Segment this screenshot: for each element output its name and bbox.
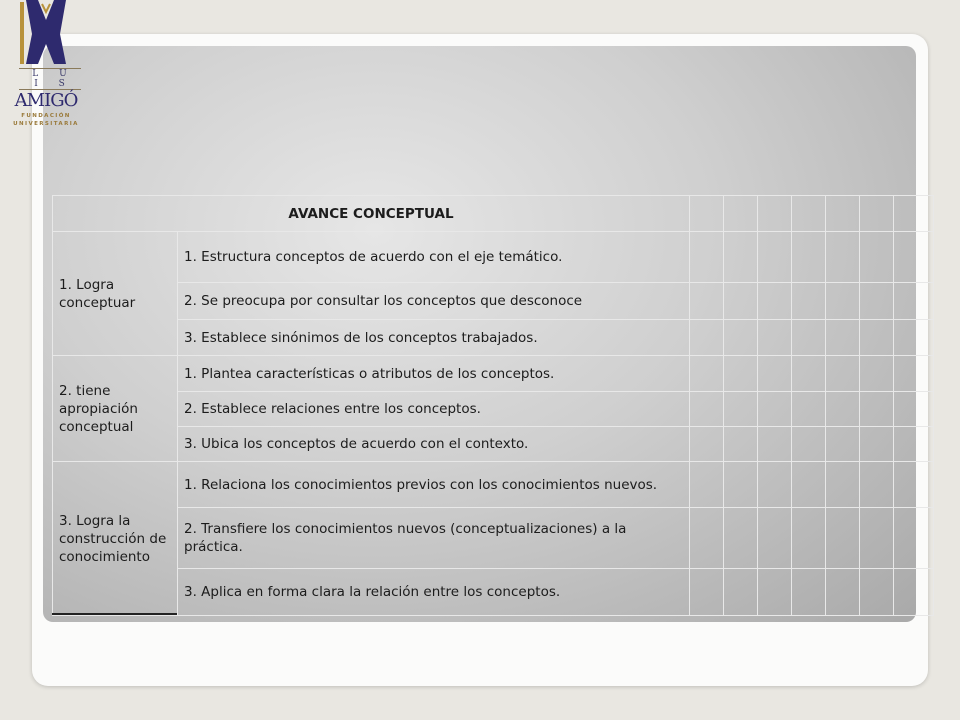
- table-row: [53, 356, 934, 392]
- check-cell[interactable]: [724, 569, 758, 616]
- check-cell[interactable]: [758, 569, 792, 616]
- table-row: [53, 320, 934, 356]
- check-cell[interactable]: [724, 320, 758, 356]
- check-cell[interactable]: [792, 283, 826, 320]
- check-cell[interactable]: [826, 283, 860, 320]
- check-cell[interactable]: [860, 196, 894, 232]
- check-cell[interactable]: [690, 356, 724, 392]
- check-cell[interactable]: [894, 283, 934, 320]
- check-cell[interactable]: [826, 392, 860, 427]
- check-cell[interactable]: [894, 427, 934, 462]
- check-cell[interactable]: [724, 356, 758, 392]
- check-cell[interactable]: [894, 569, 934, 616]
- logo-text-fundacion: FUNDACIÓN: [21, 113, 71, 119]
- check-cell[interactable]: [758, 283, 792, 320]
- table-header: AVANCE CONCEPTUAL: [53, 196, 690, 232]
- check-cell[interactable]: [758, 508, 792, 569]
- check-cell[interactable]: [690, 392, 724, 427]
- check-cell[interactable]: [826, 569, 860, 616]
- check-cell[interactable]: [860, 283, 894, 320]
- check-cell[interactable]: [690, 508, 724, 569]
- table-row: [53, 462, 934, 508]
- header-row: [53, 196, 934, 232]
- check-cell[interactable]: [724, 232, 758, 283]
- check-cell[interactable]: [690, 196, 724, 232]
- criterion-text: 3. Aplica en forma clara la relación entre los conceptos.: [178, 569, 690, 616]
- logo-text-amigo: AMIGÓ: [14, 90, 78, 111]
- group-label: 2. tiene apropiación conceptual: [53, 356, 178, 462]
- check-cell[interactable]: [894, 232, 934, 283]
- group-label: 3. Logra la construcción de conocimiento: [53, 462, 178, 616]
- check-cell[interactable]: [826, 508, 860, 569]
- rubric-table: [52, 195, 934, 616]
- check-cell[interactable]: [758, 320, 792, 356]
- criterion-text: 1. Plantea características o atributos de los conceptos.: [178, 356, 690, 392]
- check-cell[interactable]: [724, 462, 758, 508]
- check-cell[interactable]: [758, 392, 792, 427]
- check-cell[interactable]: [792, 508, 826, 569]
- check-cell[interactable]: [758, 196, 792, 232]
- check-cell[interactable]: [826, 462, 860, 508]
- check-cell[interactable]: [690, 427, 724, 462]
- check-cell[interactable]: [758, 356, 792, 392]
- check-cell[interactable]: [792, 392, 826, 427]
- table-row: [53, 569, 934, 616]
- check-cell[interactable]: [690, 283, 724, 320]
- check-cell[interactable]: [860, 462, 894, 508]
- check-cell[interactable]: [860, 356, 894, 392]
- table-row: [53, 283, 934, 320]
- check-cell[interactable]: [894, 508, 934, 569]
- table-row: [53, 392, 934, 427]
- table-row: [53, 427, 934, 462]
- group-label: 1. Logra conceptuar: [53, 232, 178, 356]
- check-cell[interactable]: [826, 356, 860, 392]
- check-cell[interactable]: [894, 320, 934, 356]
- check-cell[interactable]: [758, 427, 792, 462]
- check-cell[interactable]: [758, 462, 792, 508]
- check-cell[interactable]: [894, 392, 934, 427]
- check-cell[interactable]: [690, 232, 724, 283]
- check-cell[interactable]: [758, 232, 792, 283]
- check-cell[interactable]: [894, 196, 934, 232]
- check-cell[interactable]: [894, 462, 934, 508]
- check-cell[interactable]: [860, 569, 894, 616]
- check-cell[interactable]: [792, 569, 826, 616]
- check-cell[interactable]: [860, 392, 894, 427]
- check-cell[interactable]: [792, 320, 826, 356]
- criterion-text: 2. Transfiere los conocimientos nuevos (conceptualizaciones) a la práctica.: [178, 508, 690, 569]
- check-cell[interactable]: [826, 232, 860, 283]
- check-cell[interactable]: [690, 320, 724, 356]
- table-row: [53, 508, 934, 569]
- check-cell[interactable]: [690, 462, 724, 508]
- check-cell[interactable]: [724, 392, 758, 427]
- check-cell[interactable]: [792, 462, 826, 508]
- criterion-text: 1. Relaciona los conocimientos previos con los conocimientos nuevos.: [178, 462, 690, 508]
- criterion-text: 1. Estructura conceptos de acuerdo con el eje temático.: [178, 232, 690, 283]
- criterion-text: 2. Se preocupa por consultar los conceptos que desconoce: [178, 283, 690, 320]
- check-cell[interactable]: [690, 569, 724, 616]
- check-cell[interactable]: [724, 196, 758, 232]
- check-cell[interactable]: [860, 320, 894, 356]
- check-cell[interactable]: [826, 196, 860, 232]
- check-cell[interactable]: [860, 508, 894, 569]
- check-cell[interactable]: [724, 427, 758, 462]
- criterion-text: 2. Establece relaciones entre los conceptos.: [178, 392, 690, 427]
- check-cell[interactable]: [826, 320, 860, 356]
- criterion-text: 3. Ubica los conceptos de acuerdo con el contexto.: [178, 427, 690, 462]
- check-cell[interactable]: [792, 356, 826, 392]
- table-row: [53, 232, 934, 283]
- check-cell[interactable]: [792, 196, 826, 232]
- logo-mark-icon: [16, 0, 76, 66]
- logo-text-universitaria: UNIVERSITARIA: [13, 121, 79, 127]
- check-cell[interactable]: [894, 356, 934, 392]
- check-cell[interactable]: [792, 232, 826, 283]
- logo-text-luis: L U I S: [19, 68, 81, 90]
- check-cell[interactable]: [792, 427, 826, 462]
- check-cell[interactable]: [860, 427, 894, 462]
- criterion-text: 3. Establece sinónimos de los conceptos trabajados.: [178, 320, 690, 356]
- check-cell[interactable]: [860, 232, 894, 283]
- check-cell[interactable]: [724, 283, 758, 320]
- check-cell[interactable]: [724, 508, 758, 569]
- university-logo: [10, 0, 82, 142]
- check-cell[interactable]: [826, 427, 860, 462]
- bottom-rule: [52, 613, 177, 615]
